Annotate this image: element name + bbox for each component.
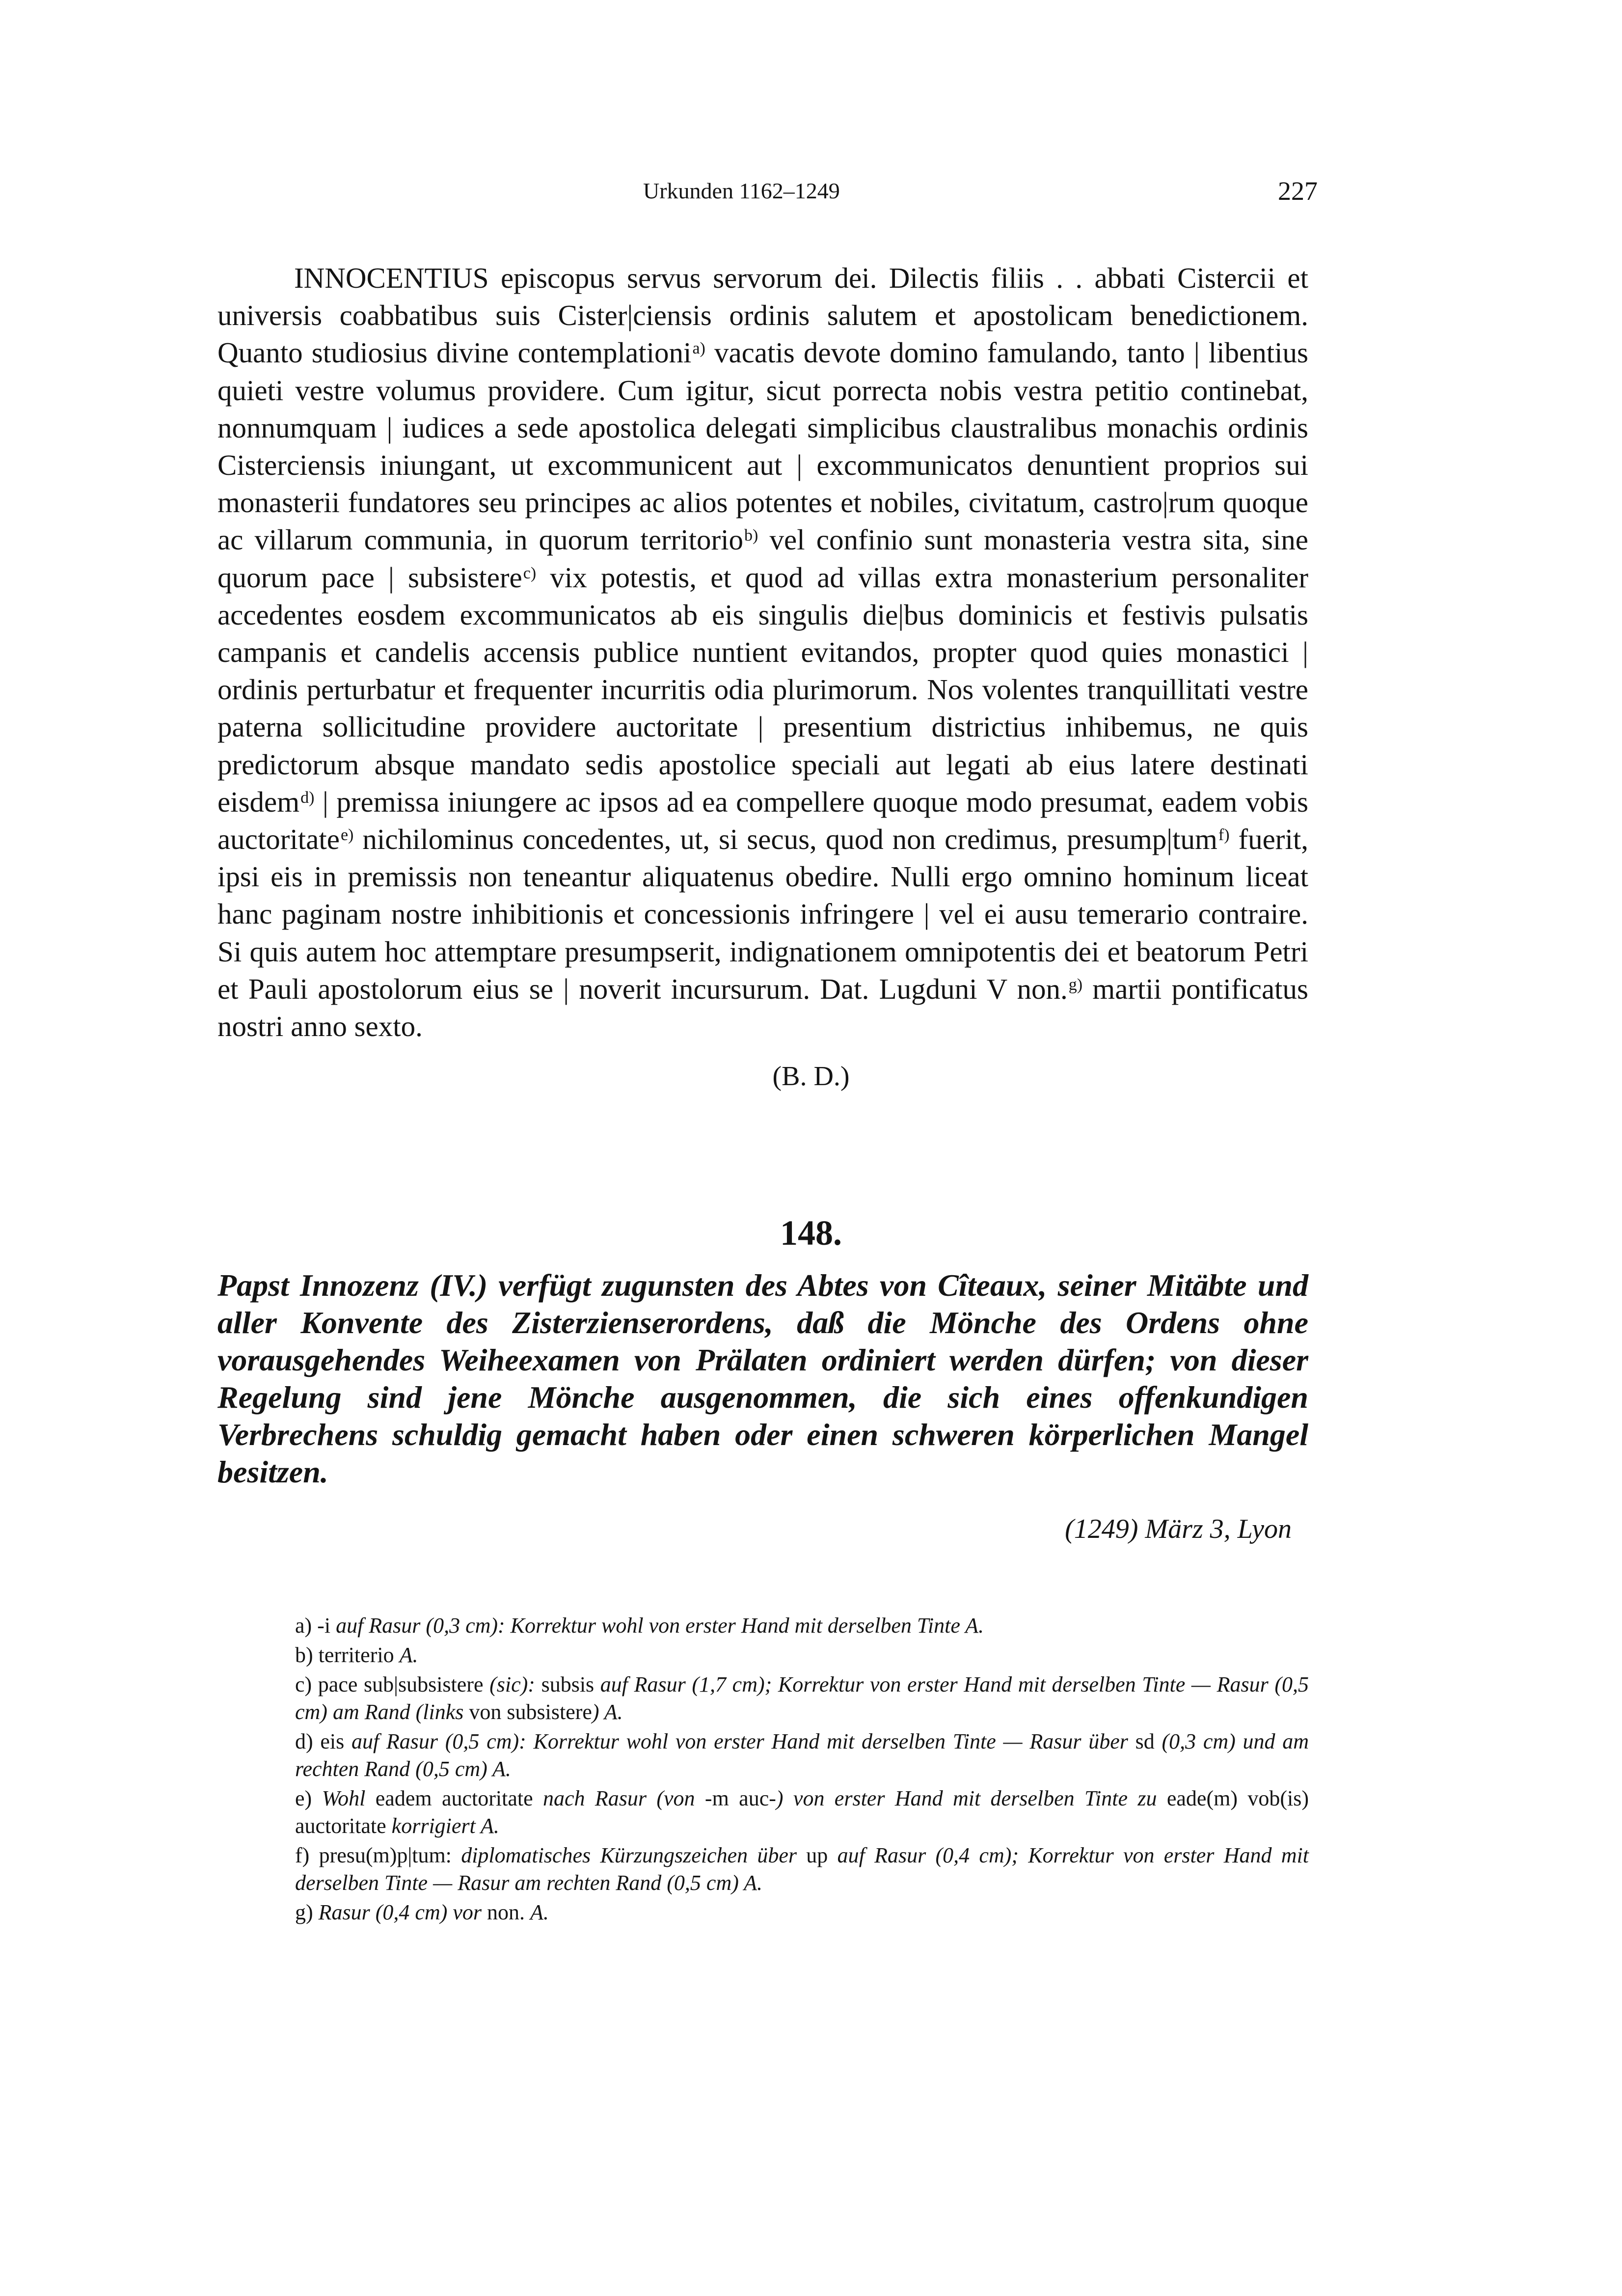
text-segment: vacatis devote domino famulando, tanto | libentius quieti vestre volumus providere. Cum igitur, sicut porrecta nobis vestra petitio continebat, nonnumquam | iudices a sede apostolica delegati simplicibus claustralibus monachis ordinis Cisterciensis iniungant, ut excommunicent aut | excommunicatos denuntient proprios sui monasterii fundatores seu principes ac alios potentes et nobiles, civitatum, castro|rum quoque ac villarum communia, in quorum territorio bbox=[217, 336, 1308, 556]
footnote-text: eade(m) vob(is) auctoritate bbox=[295, 1786, 1309, 1838]
footnote-text: f) presu(m)p|tum: bbox=[295, 1843, 461, 1867]
text-segment: nichilominus concedentes, ut, si secus, quod non credimus, presump|tum bbox=[353, 823, 1217, 856]
footnote bbox=[295, 1671, 1309, 1726]
document-dating: (1249) März 3, Lyon bbox=[1065, 1514, 1292, 1544]
footnote-marker: a) bbox=[692, 339, 705, 358]
footnote-text: A. bbox=[399, 1643, 418, 1667]
footnotes bbox=[295, 1612, 1309, 1928]
footnote-text: (sic): bbox=[489, 1672, 535, 1696]
footnote-text: von bbox=[463, 1700, 507, 1724]
footnote-text: e) bbox=[295, 1786, 322, 1810]
footnote-text: ) von erster Hand mit derselben Tinte zu bbox=[776, 1786, 1157, 1810]
footnote-text: -m auc- bbox=[695, 1786, 776, 1810]
footnote bbox=[295, 1842, 1309, 1897]
footnote-text: subsis bbox=[535, 1672, 600, 1696]
running-head: Urkunden 1162–1249 bbox=[643, 178, 840, 203]
footnote-text: (0,3 cm) und am rechten Rand (0,5 cm) A. bbox=[295, 1729, 1309, 1781]
footnote-text: g) bbox=[295, 1900, 319, 1924]
footnote-marker: e) bbox=[340, 826, 354, 845]
charter-paragraph bbox=[217, 259, 1308, 1045]
text-segment: vix potestis, et quod ad villas extra monasterium personaliter accedentes eosdem excommunicatos ab eis singulis die|bus dominicis et festivis pulsatis campanis et candelis accensis publice nuntient evitandos, propter quod quies monastici | ordinis perturbatur et frequenter incurritis odia plurimorum. Nos volentes tranquillitati vestre paterna sollicitudine providere auctoritate | presentium districtius inhibemus, ne quis predictorum absque mandato sedis apostolice speciali aut legati ab eius latere destinati eisdem bbox=[217, 561, 1308, 818]
footnote-text: b) territerio bbox=[295, 1643, 400, 1667]
footnote-text: sd bbox=[1128, 1729, 1162, 1753]
text-segment: vel confinio sunt monasteria vestra sita, sine quorum pace | subsistere bbox=[217, 523, 1308, 594]
footnote-text: ) A. bbox=[592, 1700, 623, 1724]
footnote bbox=[295, 1785, 1309, 1840]
footnote-marker: b) bbox=[744, 526, 758, 545]
page-number: 227 bbox=[1278, 176, 1318, 206]
footnote-text: auf Rasur (0,5 cm): Korrektur wohl von erster Hand mit derselben Tinte — Rasur über bbox=[351, 1729, 1128, 1753]
text-segment: fuerit, ipsi eis in premissis non teneantur aliquatenus obedire. Nulli ergo omnino hominum liceat hanc paginam nostre inhibitionis et concessionis infringere | vel ei ausu temerario contraire. Si quis autem hoc attemptare presumpserit, indignationem omnipotentis dei et beatorum Petri et Pauli apostolorum eius se | noverit incursurum. Dat. Lugduni V non. bbox=[217, 823, 1308, 1005]
footnote bbox=[295, 1612, 1309, 1640]
footnote-marker: c) bbox=[523, 564, 537, 582]
footnote-text: korrigiert A. bbox=[391, 1814, 499, 1838]
footnote-text: c) pace sub|subsistere bbox=[295, 1672, 490, 1696]
footnote-text: subsistere bbox=[507, 1700, 592, 1724]
footnote bbox=[295, 1899, 1309, 1926]
footnote-text: non. bbox=[482, 1900, 531, 1924]
footnote-text: a) -i bbox=[295, 1613, 336, 1638]
text-segment: martii pontificatus nostri anno sexto. bbox=[217, 972, 1309, 1043]
footnote-text: A. bbox=[530, 1900, 549, 1924]
footnote bbox=[295, 1728, 1309, 1783]
signature-mark: (B. D.) bbox=[772, 1061, 850, 1092]
footnote-text: d) eis bbox=[295, 1729, 351, 1753]
footnote-text: auf Rasur (0,3 cm): Korrektur wohl von erster Hand mit derselben Tinte A. bbox=[336, 1613, 984, 1638]
footnote-text: auf Rasur (0,4 cm); Korrektur von erster Hand mit derselben Tinte — Rasur am rechten Rand (0,5 cm) A. bbox=[295, 1843, 1309, 1895]
footnote-text: eadem auctoritate bbox=[365, 1786, 543, 1810]
text-segment: episcopus servus servorum dei. Dilectis filiis . . abbati Cistercii et universis coabbatibus suis Cister|ciensis ordinis salutem et apostolicam benedictionem. Quanto studiosius divine contemplationi bbox=[217, 262, 1308, 369]
footnote-text: Rasur (0,4 cm) vor bbox=[318, 1900, 482, 1924]
footnote-marker: d) bbox=[300, 788, 315, 807]
document-number: 148. bbox=[780, 1213, 842, 1253]
footnote-marker: g) bbox=[1068, 975, 1083, 994]
footnote-text: up bbox=[797, 1843, 838, 1867]
footnote-marker: f) bbox=[1218, 826, 1230, 845]
footnote-text: nach Rasur (von bbox=[542, 1786, 695, 1810]
issuer-name: INNOCENTIUS bbox=[294, 262, 489, 294]
regest-summary: Papst Innozenz (IV.) verfügt zugunsten des Abtes von Cîteaux, seiner Mitäbte und aller Konvente des Zisterzienserordens, daß die Mönche des Ordens ohne vorausgehendes Weiheexamen von Prälaten ordiniert werden dürfen; von dieser Regelung sind jene Mönche ausgenommen, die sich eines offenkundigen Verbrechens schuldig gemacht haben oder einen schweren körperlichen Mangel besitzen. bbox=[217, 1268, 1308, 1489]
footnote-text: diplomatisches Kürzungszeichen über bbox=[461, 1843, 797, 1867]
footnote bbox=[295, 1641, 1309, 1669]
text-segment: | premissa iniungere ac ipsos ad ea compellere quoque modo presumat, eadem vobis auctoritate bbox=[217, 785, 1308, 856]
footnote-text: Wohl bbox=[322, 1786, 366, 1810]
charter-text bbox=[217, 259, 1308, 1045]
footnote-text: auf Rasur (1,7 cm); Korrektur von erster Hand mit derselben Tinte — Rasur (0,5 cm) am Rand (links bbox=[295, 1672, 1309, 1724]
